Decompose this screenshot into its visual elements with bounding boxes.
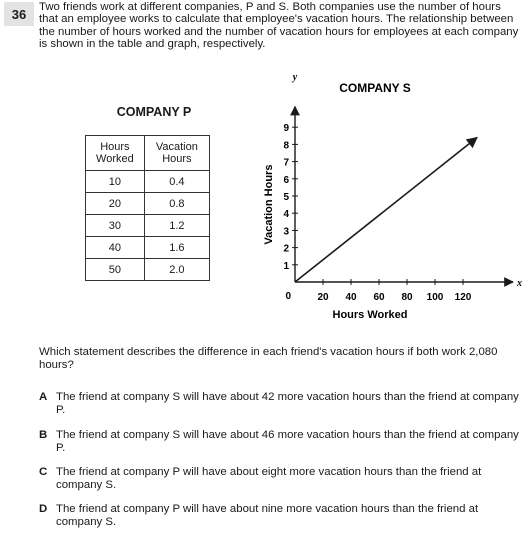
table-row <box>86 171 210 193</box>
hours-worked-cell: 40 <box>86 237 145 259</box>
y-tick-label: 8 <box>283 140 289 152</box>
choice-letter: C <box>39 466 48 478</box>
table-row <box>86 259 210 281</box>
chart-title: COMPANY S <box>339 81 411 95</box>
vacation-hours-cell: 1.2 <box>144 215 209 237</box>
question-stem: Two friends work at different companies, P and S. Both companies use the number of hours that an employee works to calculate that employee's vacation hours. The relationship between the number of hours worked and the number of vacation hours for employees at each company is shown in the table and graph, respectively. <box>39 1 519 51</box>
y-axis-label: Vacation Hours <box>263 164 275 245</box>
choice-text: The friend at company S will have about 46 more vacation hours than the friend at company P. <box>56 429 519 454</box>
choice-letter: D <box>39 503 48 515</box>
answer-choice-b[interactable] <box>39 429 519 454</box>
hours-worked-cell: 20 <box>86 193 145 215</box>
x-axis-label: Hours Worked <box>332 309 408 321</box>
question-number: 36 <box>4 2 34 26</box>
x-tick-label: 60 <box>373 292 385 303</box>
hours-worked-cell: 50 <box>86 259 145 281</box>
header-vacation-hours-line1: Vacation <box>155 141 198 153</box>
company-s-graph <box>255 70 522 330</box>
choice-text: The friend at company S will have about 42 more vacation hours than the friend at company P. <box>56 391 519 416</box>
table-header-row <box>86 136 210 171</box>
vacation-hours-cell: 0.4 <box>144 171 209 193</box>
choice-letter: B <box>39 429 48 441</box>
x-tick-label: 80 <box>401 292 413 303</box>
table-row <box>86 237 210 259</box>
y-tick-label: 6 <box>283 174 289 186</box>
y-tick-label: 3 <box>283 226 289 238</box>
x-tick-label: 40 <box>345 292 357 303</box>
series-line <box>295 138 477 282</box>
y-tick-label: 1 <box>283 260 289 272</box>
answer-choice-a[interactable] <box>39 391 519 416</box>
vacation-hours-cell: 1.6 <box>144 237 209 259</box>
header-hours-worked <box>86 136 145 171</box>
answer-choice-d[interactable] <box>39 503 519 528</box>
y-tick-label: 2 <box>283 243 289 255</box>
header-vacation-hours <box>144 136 209 171</box>
choice-text: The friend at company P will have about eight more vacation hours than the friend at company S. <box>56 466 482 491</box>
x-axis-letter: x <box>517 278 522 289</box>
question-prompt: Which statement describes the difference in each friend's vacation hours if both work 2,080 hours? <box>39 346 498 371</box>
choice-letter: A <box>39 391 48 403</box>
y-tick-label: 4 <box>283 209 289 221</box>
vacation-hours-cell: 2.0 <box>144 259 209 281</box>
y-tick-label: 5 <box>283 192 289 203</box>
header-hours-worked-line1: Hours <box>100 141 130 153</box>
choice-text: The friend at company P will have about nine more vacation hours than the friend at company S. <box>56 503 479 528</box>
y-tick-label: 7 <box>283 157 289 169</box>
x-tick-label: 20 <box>317 292 329 303</box>
answer-choice-c[interactable] <box>39 466 519 491</box>
company-p-title: COMPANY P <box>116 105 192 119</box>
header-vacation-hours-line2: Hours <box>162 153 192 165</box>
y-axis-letter: y <box>292 72 298 83</box>
x-tick-label: 120 <box>454 292 472 303</box>
table-row <box>86 215 210 237</box>
vacation-hours-cell: 0.8 <box>144 193 209 215</box>
company-p-table <box>85 135 210 281</box>
hours-worked-cell: 10 <box>86 171 145 193</box>
y-tick-label: 9 <box>283 123 289 135</box>
header-hours-worked-line2: Worked <box>96 153 134 165</box>
x-tick-label: 100 <box>426 292 444 303</box>
origin-label: 0 <box>285 291 291 302</box>
table-row <box>86 193 210 215</box>
hours-worked-cell: 30 <box>86 215 145 237</box>
